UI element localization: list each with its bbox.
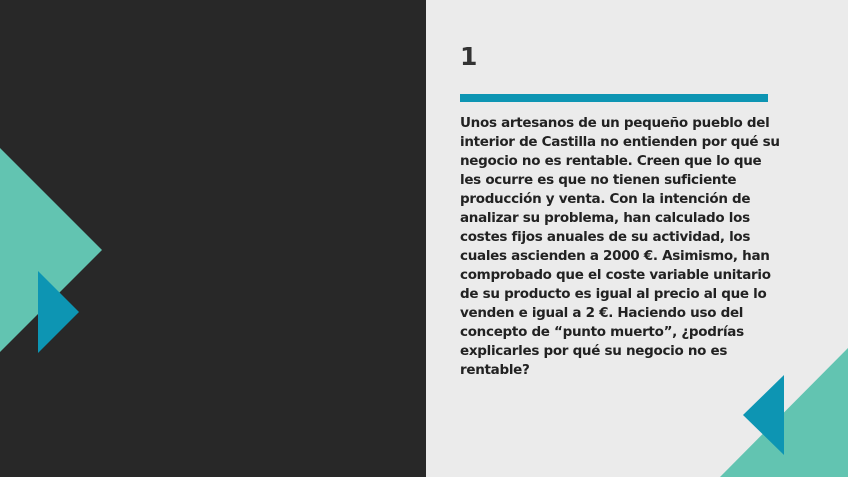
accent-bar [460,94,768,102]
small-blue-triangle-left [38,271,79,353]
small-blue-triangle-right [743,375,784,455]
slide-number: 1 [460,42,478,71]
exercise-paragraph: Unos artesanos de un pequeño pueblo del interior de Castilla no entienden por qué su negocio no es rentable. Creen que lo que les ocurre es que no tienen suficiente producción y venta. Con la intención de analizar su problema, han calculado los costes fijos anuales de su actividad, los cuales ascienden a 2000 €. Asimismo, han comprobado que el coste variable unitario de su producto es igual al precio al que lo venden e igual a 2 €. Haciendo uso del concepto de “punto muerto”, ¿podrías explicarles por qué su negocio no es rentable? [460,115,780,378]
